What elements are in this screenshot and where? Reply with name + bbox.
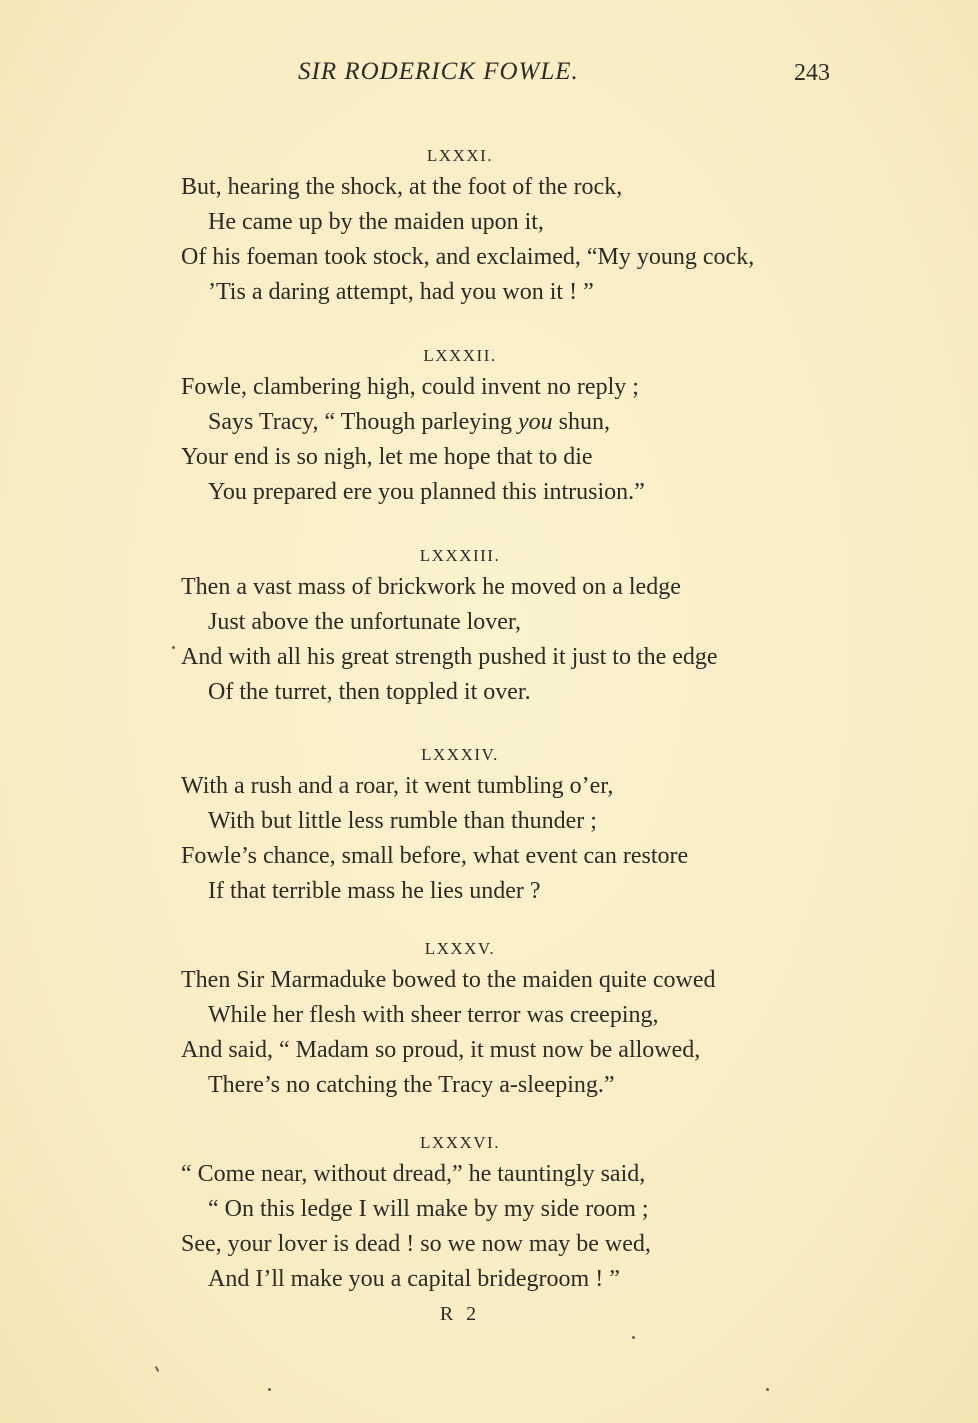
stanza-numeral: LXXXIV. — [421, 745, 499, 764]
paper-speck — [766, 1388, 769, 1391]
verse-line: And I’ll make you a capital bridegroom ! ” — [208, 1266, 620, 1292]
stanza-numeral: LXXXVI. — [420, 1133, 500, 1152]
verse-line: With a rush and a roar, it went tumbling o’er, — [181, 773, 614, 799]
verse-line: See, your lover is dead ! so we now may be wed, — [181, 1231, 651, 1257]
paper-speck — [268, 1388, 271, 1391]
verse-line: But, hearing the shock, at the foot of the rock, — [181, 174, 623, 200]
page-number: 243 — [794, 60, 830, 86]
stanza-numeral: LXXXI. — [426, 146, 494, 165]
verse-line: There’s no catching the Tracy a-sleeping.” — [208, 1072, 615, 1098]
verse-line: ’Tis a daring attempt, had you won it ! ” — [208, 279, 594, 305]
verse-line-italic-word: you — [517, 409, 553, 435]
paper-speck — [172, 646, 175, 649]
verse-line-part: shun, — [552, 409, 610, 435]
verse-line: You prepared ere you planned this intrusion.” — [208, 479, 645, 505]
verse-line: Of the turret, then toppled it over. — [208, 679, 531, 705]
stanza-numeral: LXXXV. — [424, 939, 496, 958]
paper-speck — [632, 1336, 635, 1339]
verse-line: Of his foeman took stock, and exclaimed, “My young cock, — [181, 244, 755, 270]
verse-line-part: Says Tracy, “ Though parleying — [208, 409, 518, 435]
stanza-numeral: LXXXII. — [423, 346, 497, 365]
verse-line: Then Sir Marmaduke bowed to the maiden quite cowed — [181, 967, 716, 993]
verse-line: “ On this ledge I will make by my side room ; — [208, 1196, 649, 1222]
verse-line: And said, “ Madam so proud, it must now be allowed, — [181, 1037, 701, 1063]
stanza-numeral: LXXXIII. — [419, 546, 501, 565]
verse-line: “ Come near, without dread,” he tauntingly said, — [181, 1161, 646, 1187]
verse-line: And with all his great strength pushed it just to the edge — [181, 644, 718, 670]
verse-line: Your end is so nigh, let me hope that to die — [181, 444, 593, 470]
verse-line: Fowle’s chance, small before, what event can restore — [181, 843, 689, 869]
verse-line: Fowle, clambering high, could invent no reply ; — [181, 374, 639, 400]
verse-line: Just above the unfortunate lover, — [208, 609, 521, 635]
verse-line — [208, 408, 610, 436]
verse-line: Then a vast mass of brickwork he moved on a ledge — [181, 574, 681, 600]
verse-line: If that terrible mass he lies under ? — [208, 878, 541, 904]
signature-mark: R 2 — [439, 1303, 481, 1325]
running-head — [0, 58, 978, 94]
verse-line: With but little less rumble than thunder ; — [208, 808, 597, 834]
running-title: SIR RODERICK FOWLE. — [298, 58, 579, 85]
paper-speck — [155, 1366, 160, 1372]
verse-line: While her flesh with sheer terror was creeping, — [208, 1002, 659, 1028]
verse-line: He came up by the maiden upon it, — [208, 209, 544, 235]
